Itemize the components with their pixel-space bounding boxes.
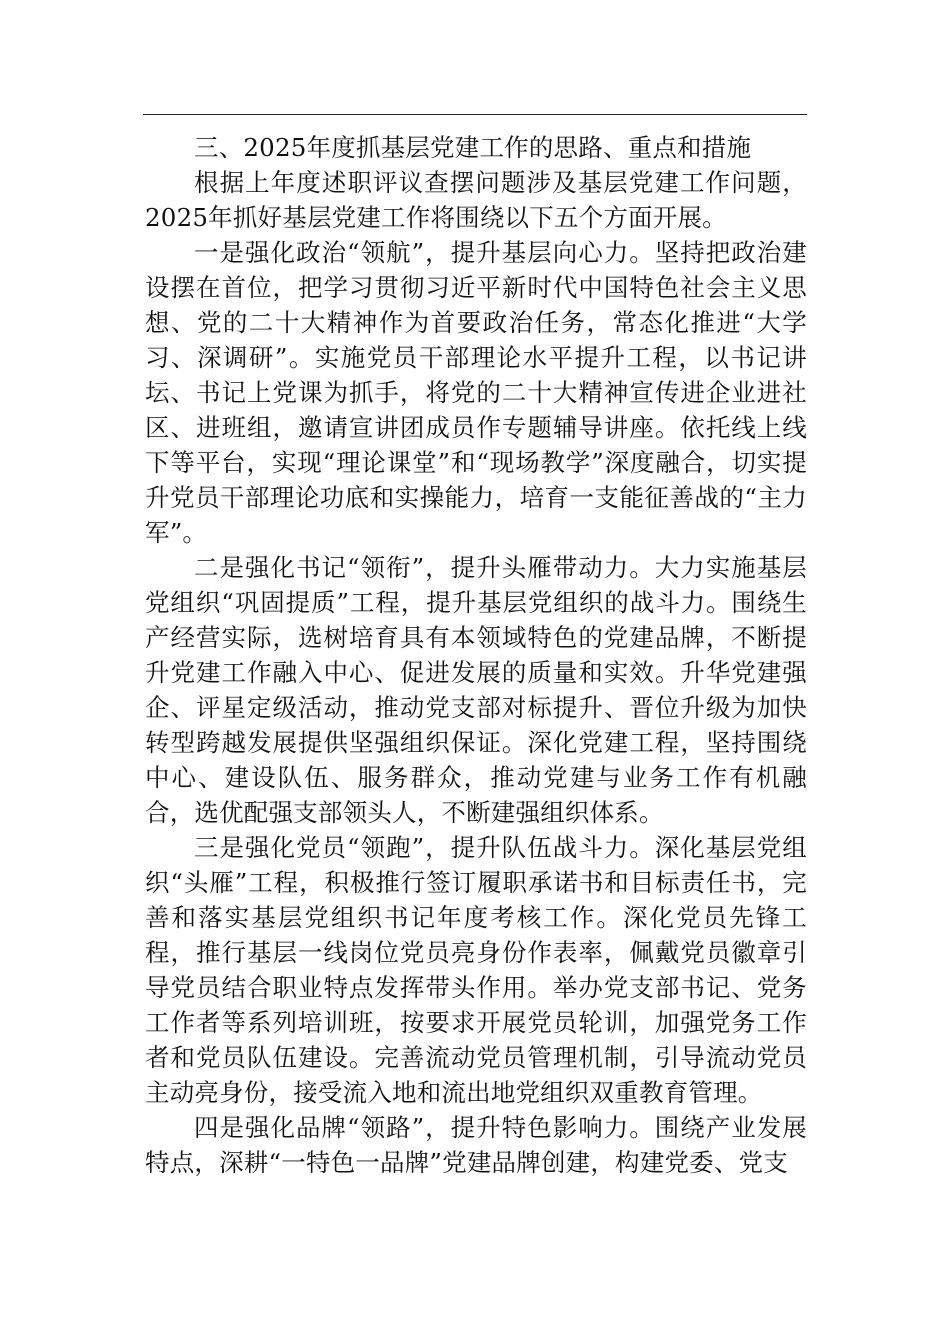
paragraph-point-2: 二是强化书记“领衔”，提升头雁带动力。大力实施基层党组织“巩固提质”工程，提升基层党组织的战斗力。围绕生产经营实际，选树培育具有本领域特色的党建品牌，不断提升党建工作融入中心、促进发展的质量和实效。升华党建强企、评星定级活动，推动党支部对标提升、晋位升级为加快转型跨越发展提供坚强组织保证。深化党建工程，坚持围绕中心、建设队伍、服务群众，推动党建与业务工作有机融合，选优配强支部领头人，不断建强组织体系。 [145,553,807,827]
section-heading: 三、2025年度抓基层党建工作的思路、重点和措施 [194,133,752,162]
paragraph-point-1: 一是强化政治“领航”，提升基层向心力。坚持把政治建设摆在首位，把学习贯彻习近平新时代中国特色社会主义思想、党的二十大精神作为首要政治任务，常态化推进“大学习、深调研”。实施党员干部理论水平提升工程，以书记讲坛、书记上党课为抓手，将党的二十大精神宣传进企业进社区、进班组，邀请宣讲团成员作专题辅导讲座。依托线上线下等平台，实现“理论课堂”和“现场教学”深度融合，切实提升党员干部理论功底和实操能力，培育一支能征善战的“主力军”。 [145,238,807,547]
header-rule [143,114,807,115]
paragraph-point-4: 四是强化品牌“领路”，提升特色影响力。围绕产业发展特点，深耕“一特色一品牌”党建品牌创建，构建党委、党支 [145,1113,807,1177]
paragraph-intro: 根据上年度述职评议查摆问题涉及基层党建工作问题，2025年抓好基层党建工作将围绕以下五个方面开展。 [145,168,807,232]
document-body [145,130,807,1180]
paragraph-point-3: 三是强化党员“领跑”，提升队伍战斗力。深化基层党组织“头雁”工程，积极推行签订履职承诺书和目标责任书，完善和落实基层党组织书记年度考核工作。深化党员先锋工程，推行基层一线岗位党员亮身份作表率，佩戴党员徽章引导党员结合职业特点发挥带头作用。举办党支部书记、党务工作者等系列培训班，按要求开展党员轮训，加强党务工作者和党员队伍建设。完善流动党员管理机制，引导流动党员主动亮身份，接受流入地和流出地党组织双重教育管理。 [145,833,807,1107]
